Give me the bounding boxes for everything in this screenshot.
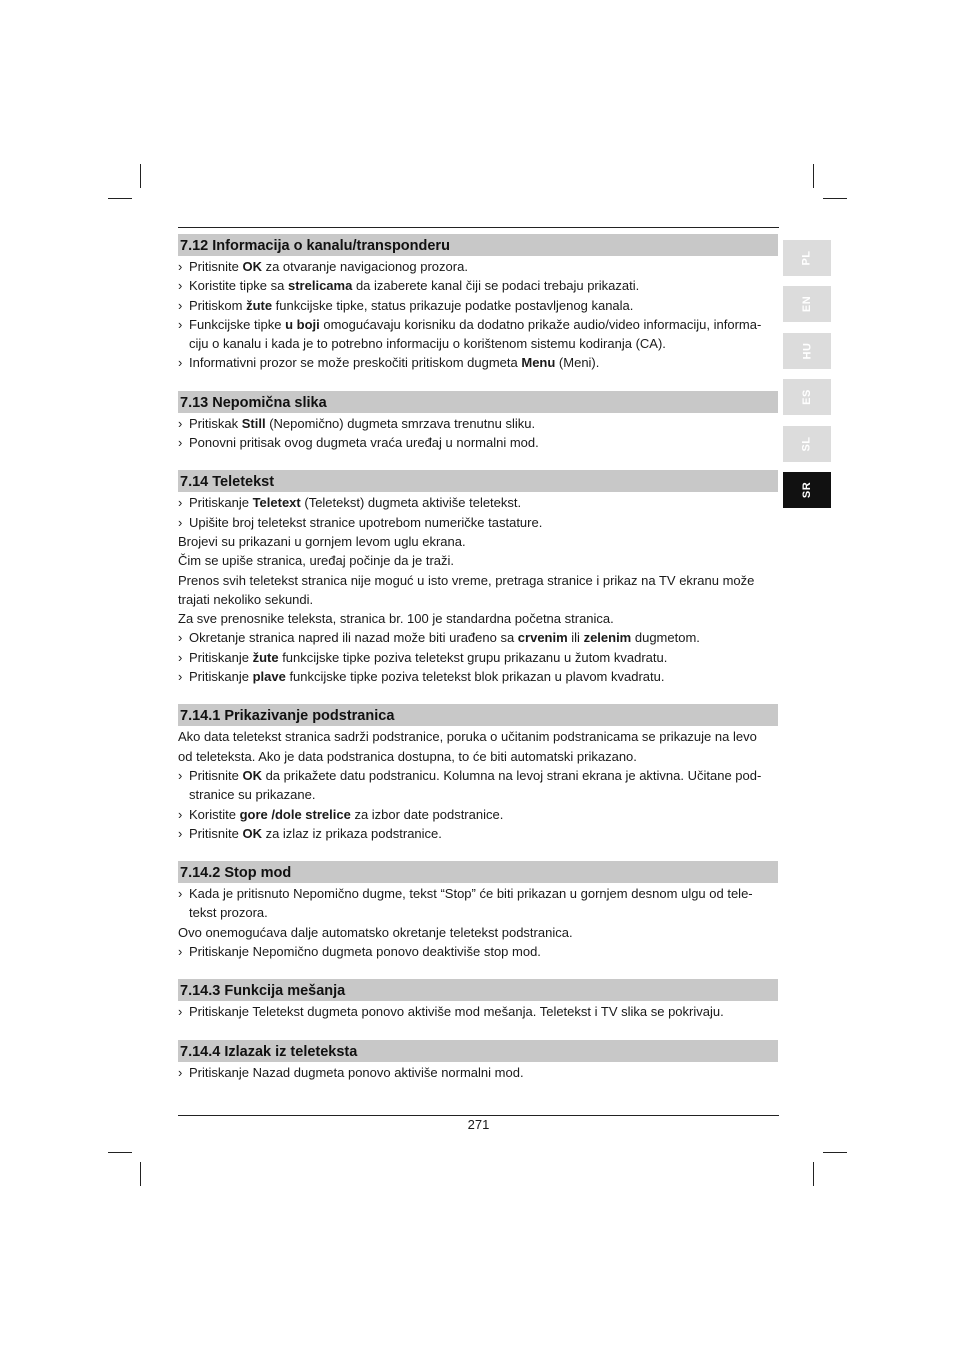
line-text — [189, 414, 778, 433]
text-run: Pritiskak — [189, 415, 242, 431]
line-text — [178, 729, 757, 744]
bold-term: gore /dole strelice — [239, 806, 351, 822]
text-run: ili — [567, 630, 584, 646]
bullet-chevron-icon: › — [178, 259, 183, 274]
bold-term: Menu — [521, 355, 556, 371]
line-text — [178, 925, 573, 940]
bold-term: Still — [241, 415, 266, 431]
lang-tab-es — [783, 379, 831, 415]
text-run: Okretanje stranica napred ili nazad može biti urađeno sa — [189, 630, 518, 646]
bullet-item — [178, 433, 778, 452]
bullet-item — [178, 824, 778, 843]
line-text — [189, 513, 778, 532]
line-text — [189, 824, 778, 843]
section-heading: 7.14.4 Izlazak iz teleteksta — [178, 1040, 778, 1062]
text-run: trajati nekoliko sekundi. — [178, 591, 314, 607]
bullet-item — [178, 1063, 778, 1082]
bullet-item — [178, 648, 778, 667]
section-heading: 7.14.3 Funkcija mešanja — [178, 979, 778, 1001]
text-run: Kada je pritisnuto Nepomično dugme, tekst “Stop” će biti prikazan u gornjem desnom ulgu od tele- — [189, 886, 753, 902]
document-body — [178, 234, 778, 1100]
bold-term: u boji — [285, 316, 320, 332]
text-run: Pritisnite — [189, 767, 243, 783]
bullet-item — [178, 766, 778, 785]
paragraph-line — [178, 609, 778, 628]
section — [178, 861, 778, 961]
bullet-chevron-icon: › — [178, 415, 183, 431]
text-run: funkcijske tipke poziva teletekst grupu prikazanu u žutom kvadratu. — [278, 649, 668, 665]
bullet-chevron-icon: › — [178, 767, 183, 783]
bullet-item — [178, 628, 778, 647]
text-run: Ponovni pritisak ovog dugmeta vraća uređaj u normalni mod. — [189, 435, 539, 451]
bold-term: strelicama — [288, 278, 353, 294]
paragraph-line — [178, 590, 778, 609]
line-text — [189, 493, 778, 512]
text-run: Ako data teletekst stranica sadrži podstranice, poruka o učitanim podstranicama se prikazuje na levo — [178, 729, 757, 745]
line-text — [189, 628, 778, 647]
text-run: (Teletekst) dugmeta aktiviše teletekst. — [300, 495, 522, 511]
lang-tab-sl — [783, 426, 831, 462]
bullet-continuation — [178, 785, 778, 804]
line-text — [189, 648, 778, 667]
text-run: Upišite broj teletekst stranice upotrebom numeričke tastature. — [189, 514, 543, 530]
line-text — [189, 315, 778, 334]
paragraph-line — [178, 923, 778, 942]
line-text — [189, 276, 778, 295]
bold-term: Teletext — [252, 495, 301, 511]
bullet-chevron-icon: › — [178, 514, 183, 530]
section — [178, 704, 778, 843]
bullet-chevron-icon: › — [178, 1004, 183, 1020]
bullet-item — [178, 667, 778, 686]
line-text — [189, 296, 778, 315]
bold-term: OK — [242, 825, 262, 841]
text-run: Koristite tipke sa — [189, 278, 288, 294]
bullet-item — [178, 414, 778, 433]
bullet-chevron-icon: › — [178, 1064, 183, 1080]
bold-term: zelenim — [583, 630, 632, 646]
text-run: Pritiskanje — [189, 495, 253, 511]
crop-mark — [823, 198, 847, 199]
text-run: za izlaz iz prikaza podstranice. — [261, 825, 442, 841]
text-run: za otvaranje navigacionog prozora. — [261, 259, 468, 274]
bold-term: žute — [252, 649, 279, 665]
line-text — [189, 667, 778, 686]
line-text — [189, 766, 778, 785]
bullet-chevron-icon: › — [178, 669, 183, 685]
bullet-chevron-icon: › — [178, 630, 183, 646]
text-run: ciju o kanalu i kada je to potrebno informaciju o korištenom sistemu kodiranja (CA). — [189, 336, 666, 352]
crop-mark — [108, 198, 132, 199]
text-run: (Nepomično) dugmeta smrzava trenutnu sliku. — [265, 415, 536, 431]
bullet-chevron-icon: › — [178, 316, 183, 332]
bullet-chevron-icon: › — [178, 825, 183, 841]
lang-tab-label: ES — [801, 389, 813, 406]
bullet-chevron-icon: › — [178, 435, 183, 451]
text-run: dugmetom. — [631, 630, 700, 646]
text-run: funkcijske tipke, status prikazuje podatke postavljenog kanala. — [272, 297, 634, 313]
bullet-chevron-icon: › — [178, 278, 183, 294]
text-run: Pritiskom — [189, 297, 247, 313]
bullet-item — [178, 513, 778, 532]
lang-tab-en — [783, 286, 831, 322]
text-run: da prikažete datu podstranicu. Kolumna na levoj strani ekrana je aktivna. Učitane pod- — [261, 767, 762, 783]
text-run: Prenos svih teletekst stranica nije moguć u isto vreme, pretraga stranice i prikaz na TV ekranu može — [178, 572, 755, 588]
bullet-chevron-icon: › — [178, 649, 183, 665]
section — [178, 234, 778, 373]
text-run: od teleteksta. Ako je data podstranica dostupna, to će biti automatski prikazano. — [178, 748, 637, 764]
lang-tab-label: SL — [801, 436, 813, 452]
bullet-item — [178, 276, 778, 295]
text-run: za izbor date podstranice. — [350, 806, 504, 822]
crop-mark — [823, 1152, 847, 1153]
text-run: Funkcijske tipke — [189, 316, 286, 332]
line-text — [189, 353, 778, 372]
crop-mark — [813, 164, 814, 188]
bullet-item — [178, 942, 778, 961]
bullet-item — [178, 353, 778, 372]
paragraph-line — [178, 727, 778, 746]
lang-tab-label: EN — [801, 296, 813, 313]
bullet-chevron-icon: › — [178, 886, 183, 902]
bold-term: žute — [246, 297, 273, 313]
text-run: Ovo onemogućava dalje automatsko okretanje teletekst podstranica. — [178, 924, 573, 940]
lang-tab-label: PL — [801, 250, 813, 266]
text-run: stranice su prikazane. — [189, 787, 316, 803]
lang-tab-sr — [783, 472, 831, 508]
crop-mark — [108, 1152, 132, 1153]
section-heading: 7.14.1 Prikazivanje podstranica — [178, 704, 778, 726]
section-heading: 7.14 Teletekst — [178, 470, 778, 492]
bullet-item — [178, 1002, 778, 1021]
bullet-chevron-icon: › — [178, 495, 183, 511]
section-heading: 7.12 Informacija o kanalu/transponderu — [178, 234, 778, 256]
bullet-chevron-icon: › — [178, 806, 183, 822]
bold-term: crvenim — [517, 630, 568, 646]
line-text — [189, 785, 778, 804]
line-text — [189, 884, 778, 903]
text-run: Pritiskanje Teletekst dugmeta ponovo aktiviše mod mešanja. Teletekst i TV slika se pokrivaju. — [189, 1004, 724, 1020]
section-heading: 7.13 Nepomična slika — [178, 391, 778, 413]
bold-term: OK — [242, 767, 262, 783]
bold-term: plave — [252, 669, 286, 685]
bullet-chevron-icon: › — [178, 355, 183, 371]
line-text — [189, 1063, 778, 1082]
text-run: Koristite — [189, 806, 240, 822]
bullet-item — [178, 257, 778, 276]
text-run: Pritisnite — [189, 825, 243, 841]
section — [178, 470, 778, 686]
page-number: 271 — [467, 1117, 490, 1132]
bullet-item — [178, 315, 778, 334]
bullet-item — [178, 493, 778, 512]
lang-tab-label: SR — [801, 481, 813, 499]
bullet-continuation — [178, 334, 778, 353]
section-heading: 7.14.2 Stop mod — [178, 861, 778, 883]
text-run: Pritiskanje Nazad dugmeta ponovo aktiviše normalni mod. — [189, 1064, 524, 1080]
bold-term: OK — [242, 259, 262, 274]
line-text — [189, 433, 778, 452]
bullet-chevron-icon: › — [178, 297, 183, 313]
line-text — [178, 592, 313, 607]
text-run: Pritiskanje Nepomično dugmeta ponovo deaktiviše stop mod. — [189, 944, 541, 960]
lang-tab-label: HU — [800, 342, 813, 360]
text-run: Informativni prozor se može preskočiti pritiskom dugmeta — [189, 355, 522, 371]
paragraph-line — [178, 551, 778, 570]
text-run: Čim se upiše stranica, uređaj počinje da je traži. — [178, 553, 455, 569]
text-run: (Meni). — [555, 355, 600, 371]
text-run: Za sve prenosnike teleksta, stranica br. 100 je standardna početna stranica. — [178, 611, 614, 627]
line-text — [189, 334, 778, 353]
line-text — [178, 611, 614, 626]
section — [178, 391, 778, 453]
crop-mark — [813, 1162, 814, 1186]
line-text — [189, 805, 778, 824]
lang-tab-hu — [783, 333, 831, 369]
line-text — [189, 1002, 778, 1021]
line-text — [178, 553, 454, 568]
text-run: omogućavaju korisniku da dodatno prikaže audio/video informaciju, informa- — [319, 316, 762, 332]
text-run: funkcijske tipke poziva teletekst blok prikazan u plavom kvadratu. — [285, 669, 665, 685]
text-run: Brojevi su prikazani u gornjem levom uglu ekrana. — [178, 533, 466, 549]
line-text — [189, 903, 778, 922]
line-text — [189, 257, 778, 276]
bottom-rule — [178, 1115, 779, 1116]
bullet-item — [178, 805, 778, 824]
text-run: tekst prozora. — [189, 905, 268, 921]
bullet-item — [178, 296, 778, 315]
lang-tab-pl — [783, 240, 831, 276]
bullet-item — [178, 884, 778, 903]
line-text — [178, 534, 466, 549]
section — [178, 979, 778, 1021]
top-rule — [178, 227, 779, 228]
line-text — [178, 749, 637, 764]
paragraph-line — [178, 747, 778, 766]
paragraph-line — [178, 532, 778, 551]
text-run: Pritiskanje — [189, 649, 253, 665]
bullet-continuation — [178, 903, 778, 922]
text-run: Pritiskanje — [189, 669, 253, 685]
paragraph-line — [178, 571, 778, 590]
text-run: Pritisnite — [189, 259, 243, 274]
line-text — [178, 573, 754, 588]
text-run: da izaberete kanal čiji se podaci trebaju prikazati. — [352, 278, 640, 294]
crop-mark — [140, 164, 141, 188]
line-text — [189, 942, 778, 961]
section — [178, 1040, 778, 1082]
bullet-chevron-icon: › — [178, 944, 183, 960]
crop-mark — [140, 1162, 141, 1186]
